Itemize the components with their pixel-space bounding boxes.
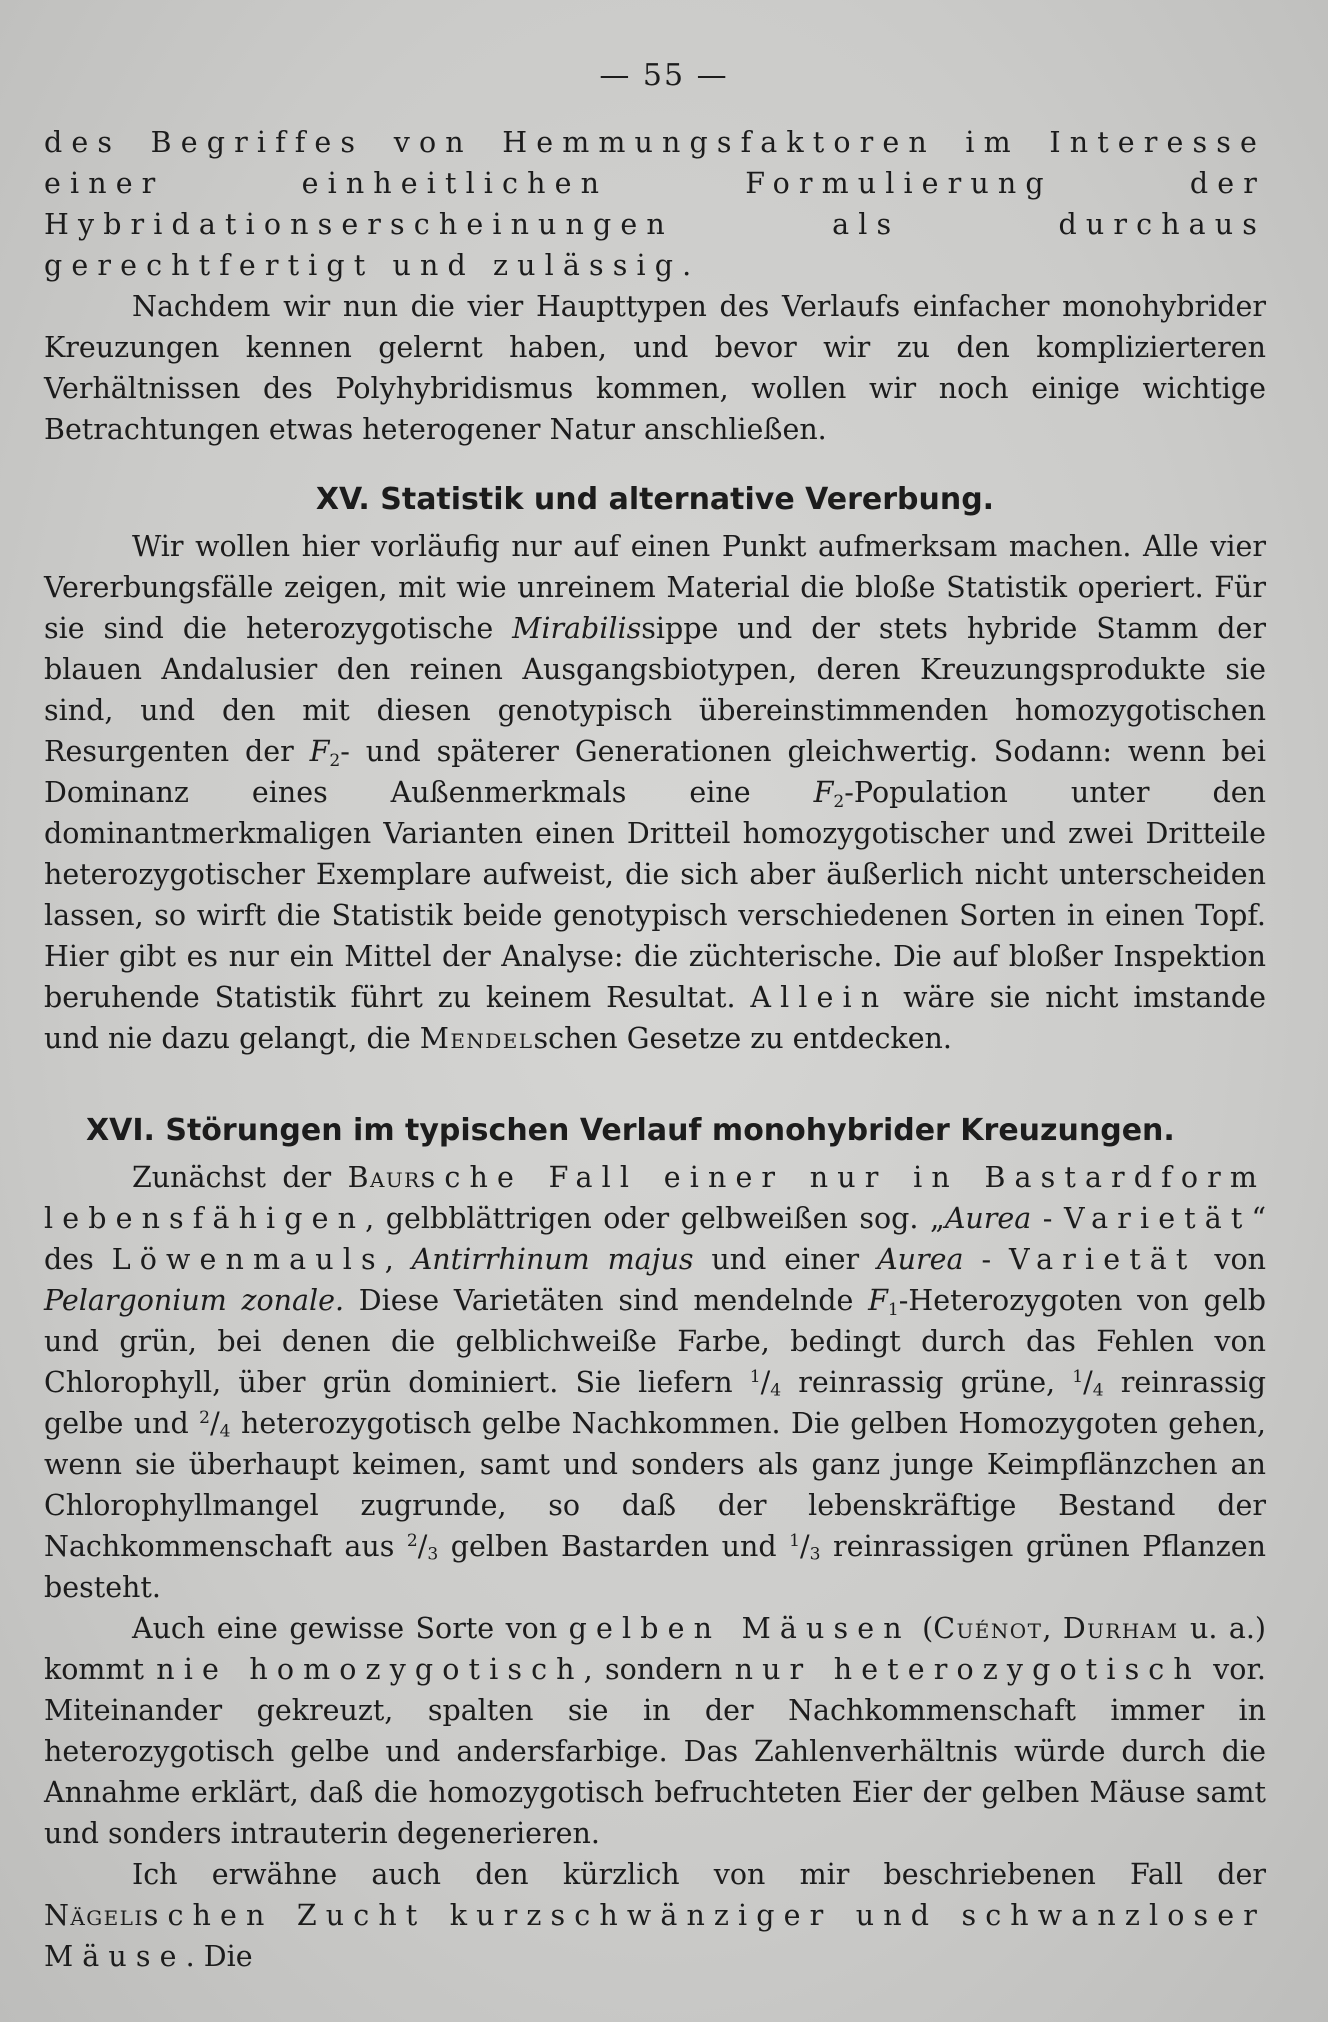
text-run: vor. Miteinander gekreuzt, spalten sie in der Nachkommenschaft immer in heterozygotisch gelbe und andersfarbige. Das Zahlenverhältnis würde durch die Annahme erklärt, daß die homozygotisch befruchteten Eier der gelben Mäuse samt und sonders intrauterin degenerieren.	[44, 1653, 1266, 1850]
math-subscript: 2	[833, 792, 845, 813]
text-run: Wir wollen hier vorläufig nur auf einen Punkt aufmerksam machen. Alle vier Vererbungsfälle zeigen, mit wie unreinem Material die bloße Statistik operiert. Für sie sind die heterozygotische	[44, 530, 1266, 645]
text-run: -Population unter den dominantmerkmaligen Varianten einen Dritteil homozygotischer und zwei Dritteile heterozygotischer Exemplare aufweist, die sich aber äußerlich nicht unterscheiden lassen, so wirft die Statistik beide genotypisch verschiedenen Sorten in einen Topf. Hier gibt es nur ein Mittel der Analyse: die züchterische. Die auf bloßer Inspektion beruhende Statistik führt zu keinem Resultat.	[44, 776, 1267, 1014]
fraction-denominator: 4	[770, 1380, 782, 1401]
italic-term: Pelargonium zonale.	[44, 1284, 345, 1317]
text-run: -Heterozygoten von gelb und grün, bei denen die gelblichweiße Farbe, bedingt durch das Fehlen von Chlorophyll, über grün dominiert. Sie liefern	[44, 1284, 1266, 1399]
math-f: F	[868, 1284, 888, 1317]
spaced-text: sche Fall einer nur in Bastardform lebensfähigen	[44, 1161, 1266, 1235]
fraction: $^1/_3$	[789, 1530, 821, 1565]
spaced-text: Varietät	[1009, 1243, 1197, 1276]
fraction-numerator: 1	[789, 1530, 800, 1551]
text-run: u. a.) kommt	[44, 1612, 1266, 1686]
fraction: $^1/_4$	[1072, 1366, 1104, 1401]
author-name: Mendel	[419, 1022, 534, 1055]
paragraph-2	[44, 286, 1266, 450]
text-run: sippe und der stets hybride Stamm der blauen Andalusier den reinen Ausgangsbiotypen, deren Kreuzungsprodukte sie sind, und den mit diesen genotypisch übereinstimmenden homozygotischen Resurgenten der	[44, 612, 1266, 768]
fraction-denominator: 4	[219, 1421, 231, 1442]
math-f: F	[309, 735, 330, 768]
spaced-text: gelben Mäusen	[568, 1612, 911, 1645]
spaced-text: schen Zucht kurzschwänziger und schwanzloser Mäuse	[44, 1899, 1266, 1973]
math-subscript: 1	[887, 1300, 899, 1321]
text-run: Auch eine gewisse Sorte von	[132, 1612, 569, 1645]
paragraph-5	[44, 1608, 1266, 1854]
math-subscript: 2	[329, 751, 341, 772]
text-run: wäre sie nicht imstande und nie dazu gelangt, die	[44, 981, 1266, 1055]
text-run: reinrassig grüne,	[781, 1366, 1073, 1399]
italic-term: Aurea	[944, 1202, 1032, 1235]
italic-term: Mirabilis	[512, 612, 642, 645]
spaced-text: Löwenmauls	[111, 1243, 385, 1276]
fraction-denominator: 3	[427, 1544, 439, 1565]
fraction-numerator: 1	[749, 1366, 761, 1387]
text-run: -	[1031, 1202, 1065, 1235]
text-run: heterozygotisch gelbe Nachkommen. Die gelben Homozygoten gehen, wenn sie überhaupt keimen, samt und sonders als ganz junge Keimpflänzchen an Chlorophyllmangel zugrunde, so daß der lebenskräftige Bestand der Nachkommenschaft aus	[44, 1407, 1266, 1563]
fraction: $^2/_4$	[199, 1407, 231, 1442]
section-heading-xv: XV. Statistik und alternative Vererbung.	[315, 482, 995, 517]
text-run: -	[963, 1243, 1010, 1276]
paragraph-1	[44, 122, 1266, 286]
fraction-denominator: 4	[1092, 1380, 1104, 1401]
spaced-text: Allein	[750, 981, 889, 1014]
spaced-text: nie homozygotisch	[156, 1653, 584, 1686]
text-run: von	[1196, 1243, 1267, 1276]
text-run: reinrassig gelbe und	[44, 1366, 1266, 1440]
fraction: $^1/_4$	[749, 1366, 782, 1401]
text-run: Ich erwähne auch den kürzlich von mir beschriebenen Fall der	[132, 1858, 1266, 1891]
text-run: ,	[1042, 1612, 1063, 1645]
fraction-numerator: 1	[1072, 1366, 1084, 1387]
author-name: Nägeli	[44, 1899, 144, 1932]
italic-term: Antirrhinum majus	[411, 1243, 694, 1276]
paragraph-3	[44, 526, 1266, 1059]
text-run: , sondern	[583, 1653, 735, 1686]
text-run: (	[910, 1612, 934, 1645]
author-name: Durham	[1062, 1612, 1179, 1645]
text-run: ,	[384, 1243, 412, 1276]
text-run: , gelbblättrigen oder gelbweißen sog. „	[365, 1202, 945, 1235]
text-run: . Die	[185, 1940, 253, 1973]
fraction: $^2/_3$	[406, 1530, 439, 1565]
author-name: Baur	[347, 1161, 421, 1194]
fraction-numerator: 2	[406, 1530, 418, 1551]
text-run: und einer	[693, 1243, 878, 1276]
text-run: Diese Varietäten sind mendelnde	[344, 1284, 869, 1317]
math-f: F	[813, 776, 834, 809]
spaced-text: Varietät	[1064, 1202, 1252, 1235]
paragraph-6	[44, 1854, 1266, 1977]
page-body	[44, 122, 1266, 1977]
author-name: Cuénot	[933, 1612, 1043, 1645]
spaced-text: nur heterozygotisch	[734, 1653, 1201, 1686]
text-run: - und späterer Generationen gleichwertig. Sodann: wenn bei Dominanz eines Außenmerkmals eine	[44, 735, 1267, 809]
page-number: — 55 —	[599, 58, 729, 93]
text-run: gelben Bastarden und	[438, 1530, 790, 1563]
fraction-denominator: 3	[809, 1544, 821, 1565]
text-run: Nachdem wir nun die vier Haupttypen des Verlaufs einfacher monohybrider Kreuzungen kennen gelernt haben, und bevor wir zu den komplizierteren Verhältnissen des Polyhybridismus kommen, wollen wir noch einige wichtige Betrachtungen etwas heterogener Natur anschließen.	[44, 290, 1266, 446]
section-heading-xvi: XVI. Störungen im typischen Verlauf monohybrider Kreuzungen.	[86, 1113, 1175, 1148]
text-run: des Begriffes von Hemmungsfaktoren im Interesse einer einheitlichen Formulierung der Hybridationserscheinungen als durchaus gerechtfertigt und zulässig.	[44, 126, 1266, 282]
text-run: “ des	[44, 1202, 1267, 1276]
paragraph-4	[44, 1157, 1266, 1608]
text-run: Zunächst der	[132, 1161, 348, 1194]
fraction-numerator: 2	[199, 1407, 211, 1428]
text-run: schen Gesetze zu entdecken.	[533, 1022, 952, 1055]
text-run: reinrassigen grünen Pflanzen besteht.	[44, 1530, 1266, 1604]
italic-term: Aurea	[877, 1243, 964, 1276]
